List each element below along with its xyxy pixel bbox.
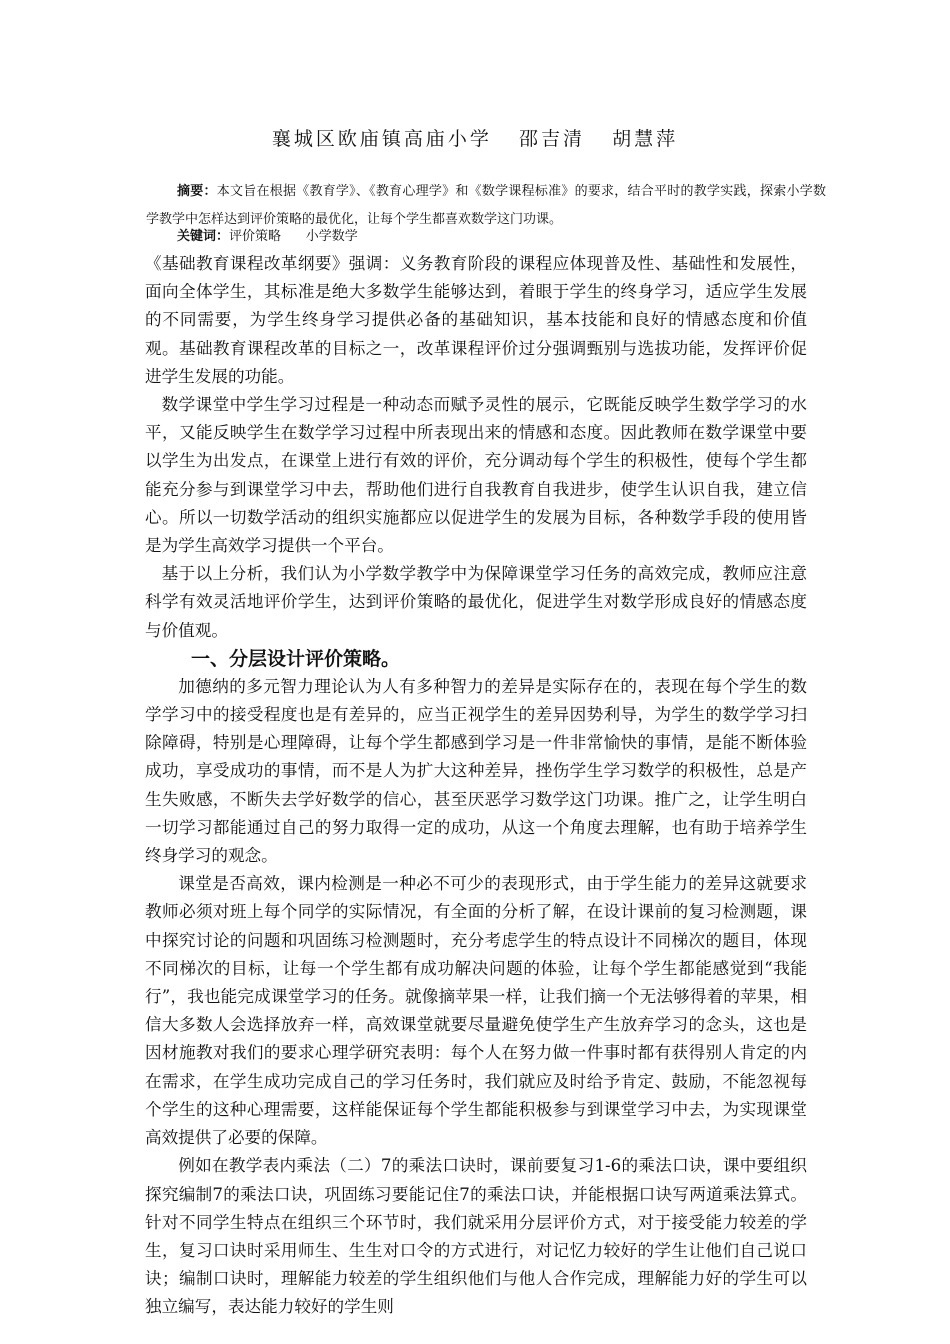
paragraph-1: 《基础教育课程改革纲要》强调：义务教育阶段的课程应体现普及性、基础性和发展性，面向全体学生，其标准是绝大多数学生能够达到，着眼于学生的终身学习，适应学生发展的不同需要，为学生终身学习提供必备的基础知识，基本技能和良好的情感态度和价值观。基础教育课程改革的目标之一，改革课程评价过分强调甄别与选拔功能，发挥评价促进学生发展的功能。: [145, 254, 807, 386]
abstract-text: 本文旨在根据《教育学》、《教育心理学》和《数学课程标准》的要求，结合平时的教学实践，探索小学数学教学中怎样达到评价策略的最优化，让每个学生都喜欢数学这门功课。: [146, 184, 826, 227]
body-text: [145, 250, 807, 1322]
keywords: [177, 227, 358, 247]
paragraph-3: 基于以上分析，我们认为小学数学教学中为保障课堂学习任务的高效完成，教师应注意科学有效灵活地评价学生，达到评价策略的最优化，促进学生对数学形成良好的情感态度与价值观。: [145, 564, 807, 640]
abstract: [146, 178, 826, 234]
section-heading-1: 一、分层设计评价策略。: [191, 647, 401, 670]
document-title: 襄城区欧庙镇高庙小学 邵吉清 胡慧萍: [271, 128, 679, 150]
paragraph-5: 课堂是否高效，课内检测是一种必不可少的表现形式，由于学生能力的差异这就要求教师必须对班上每个同学的实际情况，有全面的分析了解，在设计课前的复习检测题，课中探究讨论的问题和巩固练习检测题时，充分考虑学生的特点设计不同梯次的题目，体现不同梯次的目标，让每一个学生都有成功解决问题的体验，让每个学生都能感觉到“我能行”，我也能完成课堂学习的任务。就像摘苹果一样，让我们摘一个无法够得着的苹果，相信大多数人会选择放弃一样，高效课堂就要尽量避免使学生产生放弃学习的念头，这也是因材施教对我们的要求心理学研究表明：每个人在努力做一件事时都有获得别人肯定的内在需求，在学生成功完成自己的学习任务时，我们就应及时给予肯定、鼓励，不能忽视每个学生的这种心理需要，这样能保证每个学生都能积极参与到课堂学习中去，为实现课堂高效提供了必要的保障。: [145, 874, 807, 1148]
abstract-label: 摘要：: [177, 184, 217, 199]
keywords-label: 关键词：: [177, 229, 230, 244]
paragraph-2: 数学课堂中学生学习过程是一种动态而赋予灵性的展示，它既能反映学生数学学习的水平，又能反映学生在数学学习过程中所表现出来的情感和态度。因此教师在数学课堂中要以学生为出发点，在课堂上进行有效的评价，充分调动每个学生的积极性，使每个学生都能充分参与到课堂学习中去，帮助他们进行自我教育自我进步，使学生认识自我，建立信心。所以一切数学活动的组织实施都应以促进学生的发展为目标，各种数学手段的使用皆是为学生高效学习提供一个平台。: [145, 395, 807, 556]
keywords-text: 评价策略 小学数学: [229, 229, 358, 244]
paragraph-6: 例如在教学表内乘法（二）7的乘法口诀时，课前要复习1-6的乘法口诀，课中要组织探究编制7的乘法口诀，巩固练习要能记住7的乘法口诀，并能根据口诀写两道乘法算式。针对不同学生特点在组织三个环节时，我们就采用分层评价方式，对于接受能力较差的学生，复习口诀时采用师生、生生对口令的方式进行，对记忆力较好的学生让他们自己说口诀；编制口诀时，理解能力较差的学生组织他们与他人合作完成，理解能力好的学生可以独立编写，表达能力较好的学生则: [145, 1156, 807, 1317]
paragraph-4: 加德纳的多元智力理论认为人有多种智力的差异是实际存在的，表现在每个学生的数学学习中的接受程度也是有差异的，应当正视学生的差异因势利导，为学生的数学学习扫除障碍，特别是心理障碍，让每个学生都感到学习是一件非常愉快的事情，是能不断体验成功，享受成功的事情，而不是人为扩大这种差异，挫伤学生学习数学的积极性，总是产生失败感，不断失去学好数学的信心，甚至厌恶学习数学这门功课。推广之，让学生明白一切学习都能通过自己的努力取得一定的成功，从这一个角度去理解，也有助于培养学生终身学习的观念。: [145, 676, 807, 866]
